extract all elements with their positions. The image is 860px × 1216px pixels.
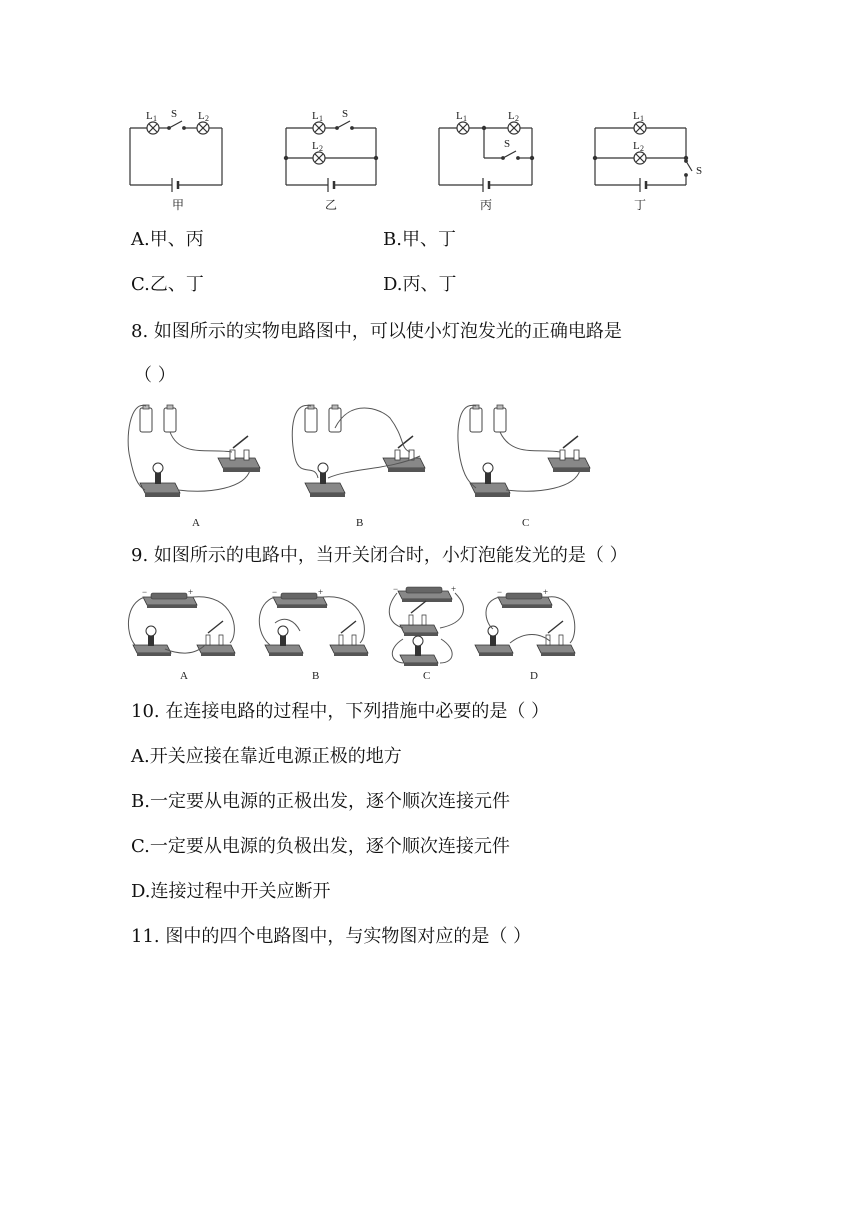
q9-option-d-image (475, 593, 575, 682)
label-L1: L (146, 110, 153, 122)
label-L1-sub: 1 (319, 114, 323, 123)
q10-option-d: D.连接过程中开关应断开 (131, 881, 331, 902)
q8-physical-circuits (120, 398, 620, 533)
q7-option-a: A.甲、丙 (131, 229, 204, 250)
q7-option-d: D.丙、丁 (383, 274, 457, 295)
q8-stem: 8. 如图所示的实物电路图中，可以使小灯泡发光的正确电路是 (131, 321, 622, 342)
q7-option-b: B.甲、丁 (383, 229, 456, 250)
circuit-bing (439, 122, 534, 192)
label-S: S (342, 108, 349, 120)
polarity-pos: + (318, 587, 324, 597)
q10-option-b: B.一定要从电源的正极出发，逐个顺次连接元件 (131, 791, 510, 812)
q9-physical-circuits (125, 583, 595, 683)
q8-label-c: C (522, 517, 530, 529)
q11-stem: 11. 图中的四个电路图中，与实物图对应的是（ ） (131, 926, 532, 947)
label-L2: L (312, 140, 319, 152)
q9-option-b-image (259, 593, 368, 682)
q8-answer-blank: （ ） (134, 365, 176, 386)
polarity-pos: + (451, 584, 457, 594)
q9-stem: 9. 如图所示的电路中，当开关闭合时，小灯泡能发光的是（ ） (131, 545, 628, 566)
polarity-neg: − (142, 587, 148, 597)
q10-stem: 10. 在连接电路的过程中，下列措施中必要的是（ ） (131, 701, 550, 722)
q9-label-b: B (312, 670, 320, 682)
polarity-neg: − (393, 584, 399, 594)
q8-option-b-image (292, 405, 425, 529)
label-L1: L (633, 110, 640, 122)
caption-jia: 甲 (172, 198, 185, 212)
label-L2-sub: 2 (205, 114, 209, 123)
label-S: S (504, 138, 511, 150)
label-L2: L (633, 140, 640, 152)
polarity-neg: − (497, 587, 503, 597)
caption-bing: 丙 (480, 198, 493, 212)
label-L1-sub: 1 (463, 114, 467, 123)
q9-label-c: C (423, 670, 431, 682)
label-L1-sub: 1 (640, 114, 644, 123)
polarity-pos: + (188, 587, 194, 597)
polarity-neg: − (272, 587, 278, 597)
circuit-ding (593, 122, 692, 192)
q7-option-c: C.乙、丁 (131, 274, 204, 295)
label-L2-sub: 2 (319, 144, 323, 153)
q8-option-a-image (128, 405, 260, 529)
caption-yi: 乙 (325, 198, 338, 212)
label-L2-sub: 2 (515, 114, 519, 123)
label-L2-sub: 2 (640, 144, 644, 153)
label-S: S (696, 165, 703, 177)
q8-label-b: B (356, 517, 364, 529)
label-L1: L (456, 110, 463, 122)
caption-ding: 丁 (634, 198, 647, 212)
q10-option-c: C.一定要从电源的负极出发，逐个顺次连接元件 (131, 836, 510, 857)
q9-label-d: D (530, 670, 538, 682)
q10-option-a: A.开关应接在靠近电源正极的地方 (131, 746, 402, 767)
label-L2: L (508, 110, 515, 122)
q8-option-c-image (458, 405, 590, 529)
circuit-jia (130, 121, 222, 192)
q9-option-c-image (389, 587, 463, 682)
q7-circuit-diagrams (120, 100, 720, 215)
label-L1: L (312, 110, 319, 122)
q8-label-a: A (192, 517, 200, 529)
label-L2: L (198, 110, 205, 122)
q9-option-a-image (128, 593, 235, 682)
label-L1-sub: 1 (153, 114, 157, 123)
polarity-pos: + (543, 587, 549, 597)
q9-label-a: A (180, 670, 188, 682)
circuit-yi (284, 121, 377, 192)
label-S: S (171, 108, 178, 120)
